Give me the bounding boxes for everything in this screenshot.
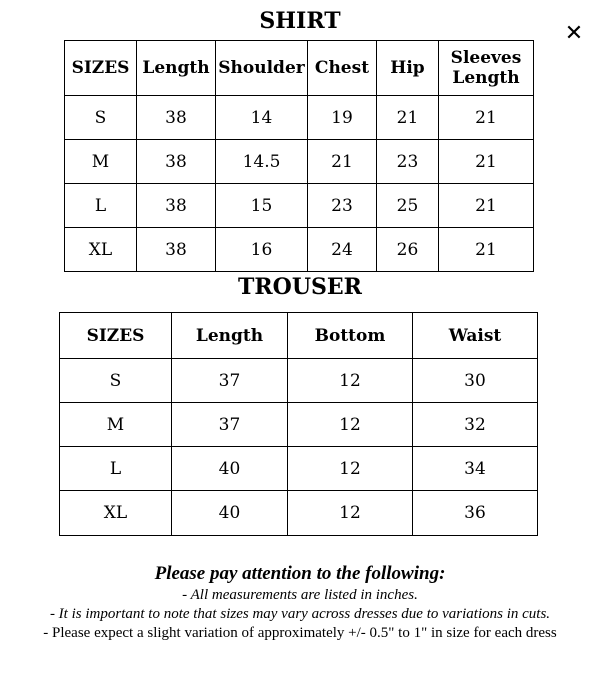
table-cell: 30: [413, 359, 538, 403]
table-cell: 21: [377, 96, 439, 140]
table-cell: 21: [439, 184, 534, 228]
column-header: Bottom: [288, 313, 413, 359]
table-row: [60, 447, 538, 491]
table-cell: 21: [439, 96, 534, 140]
table-cell: 38: [137, 228, 216, 272]
table-cell: 19: [308, 96, 377, 140]
table-cell: 12: [288, 447, 413, 491]
column-header: Shoulder: [216, 41, 308, 96]
table-cell: L: [65, 184, 137, 228]
table-cell: 40: [172, 447, 288, 491]
table-cell: 21: [439, 228, 534, 272]
note-measurements: - All measurements are listed in inches.: [182, 587, 418, 603]
table-cell: M: [60, 403, 172, 447]
table-cell: 36: [413, 491, 538, 536]
table-cell: 24: [308, 228, 377, 272]
table-cell: S: [60, 359, 172, 403]
close-icon[interactable]: ✕: [564, 21, 584, 46]
column-header: Length: [137, 41, 216, 96]
table-cell: 38: [137, 184, 216, 228]
table-row: [65, 228, 534, 272]
table-cell: 34: [413, 447, 538, 491]
table-cell: 37: [172, 359, 288, 403]
table-cell: 38: [137, 140, 216, 184]
table-cell: 40: [172, 491, 288, 536]
notes-heading: Please pay attention to the following:: [154, 563, 446, 584]
table-cell: 23: [308, 184, 377, 228]
table-cell: 14: [216, 96, 308, 140]
table-cell: 12: [288, 491, 413, 536]
table-cell: 32: [413, 403, 538, 447]
shirt-size-table: [64, 40, 534, 272]
column-header: Sleeves Length: [439, 41, 534, 96]
trouser-title: TROUSER: [238, 274, 362, 300]
table-cell: 23: [377, 140, 439, 184]
table-row: [60, 403, 538, 447]
table-cell: S: [65, 96, 137, 140]
column-header: Chest: [308, 41, 377, 96]
column-header: SIZES: [60, 313, 172, 359]
note-slight-variation: - Please expect a slight variation of approximately +/- 0.5" to 1" in size for each dress: [43, 625, 557, 641]
table-cell: 21: [439, 140, 534, 184]
table-cell: 38: [137, 96, 216, 140]
table-cell: 21: [308, 140, 377, 184]
table-row: [65, 96, 534, 140]
table-header-row: [65, 41, 534, 96]
table-cell: 14.5: [216, 140, 308, 184]
table-cell: 25: [377, 184, 439, 228]
table-cell: 12: [288, 359, 413, 403]
table-cell: 26: [377, 228, 439, 272]
table-cell: M: [65, 140, 137, 184]
table-cell: 15: [216, 184, 308, 228]
table-row: [60, 491, 538, 536]
shirt-title: SHIRT: [259, 8, 341, 34]
table-cell: L: [60, 447, 172, 491]
notes-section: [0, 562, 600, 643]
table-header-row: [60, 313, 538, 359]
table-cell: XL: [60, 491, 172, 536]
table-cell: 37: [172, 403, 288, 447]
table-cell: 12: [288, 403, 413, 447]
trouser-size-table: [59, 312, 538, 536]
table-row: [65, 184, 534, 228]
table-row: [65, 140, 534, 184]
table-cell: 16: [216, 228, 308, 272]
column-header: Hip: [377, 41, 439, 96]
table-cell: XL: [65, 228, 137, 272]
table-row: [60, 359, 538, 403]
column-header: Waist: [413, 313, 538, 359]
note-size-variation: - It is important to note that sizes may vary across dresses due to variations in cuts.: [49, 606, 551, 622]
column-header: Length: [172, 313, 288, 359]
column-header: SIZES: [65, 41, 137, 96]
